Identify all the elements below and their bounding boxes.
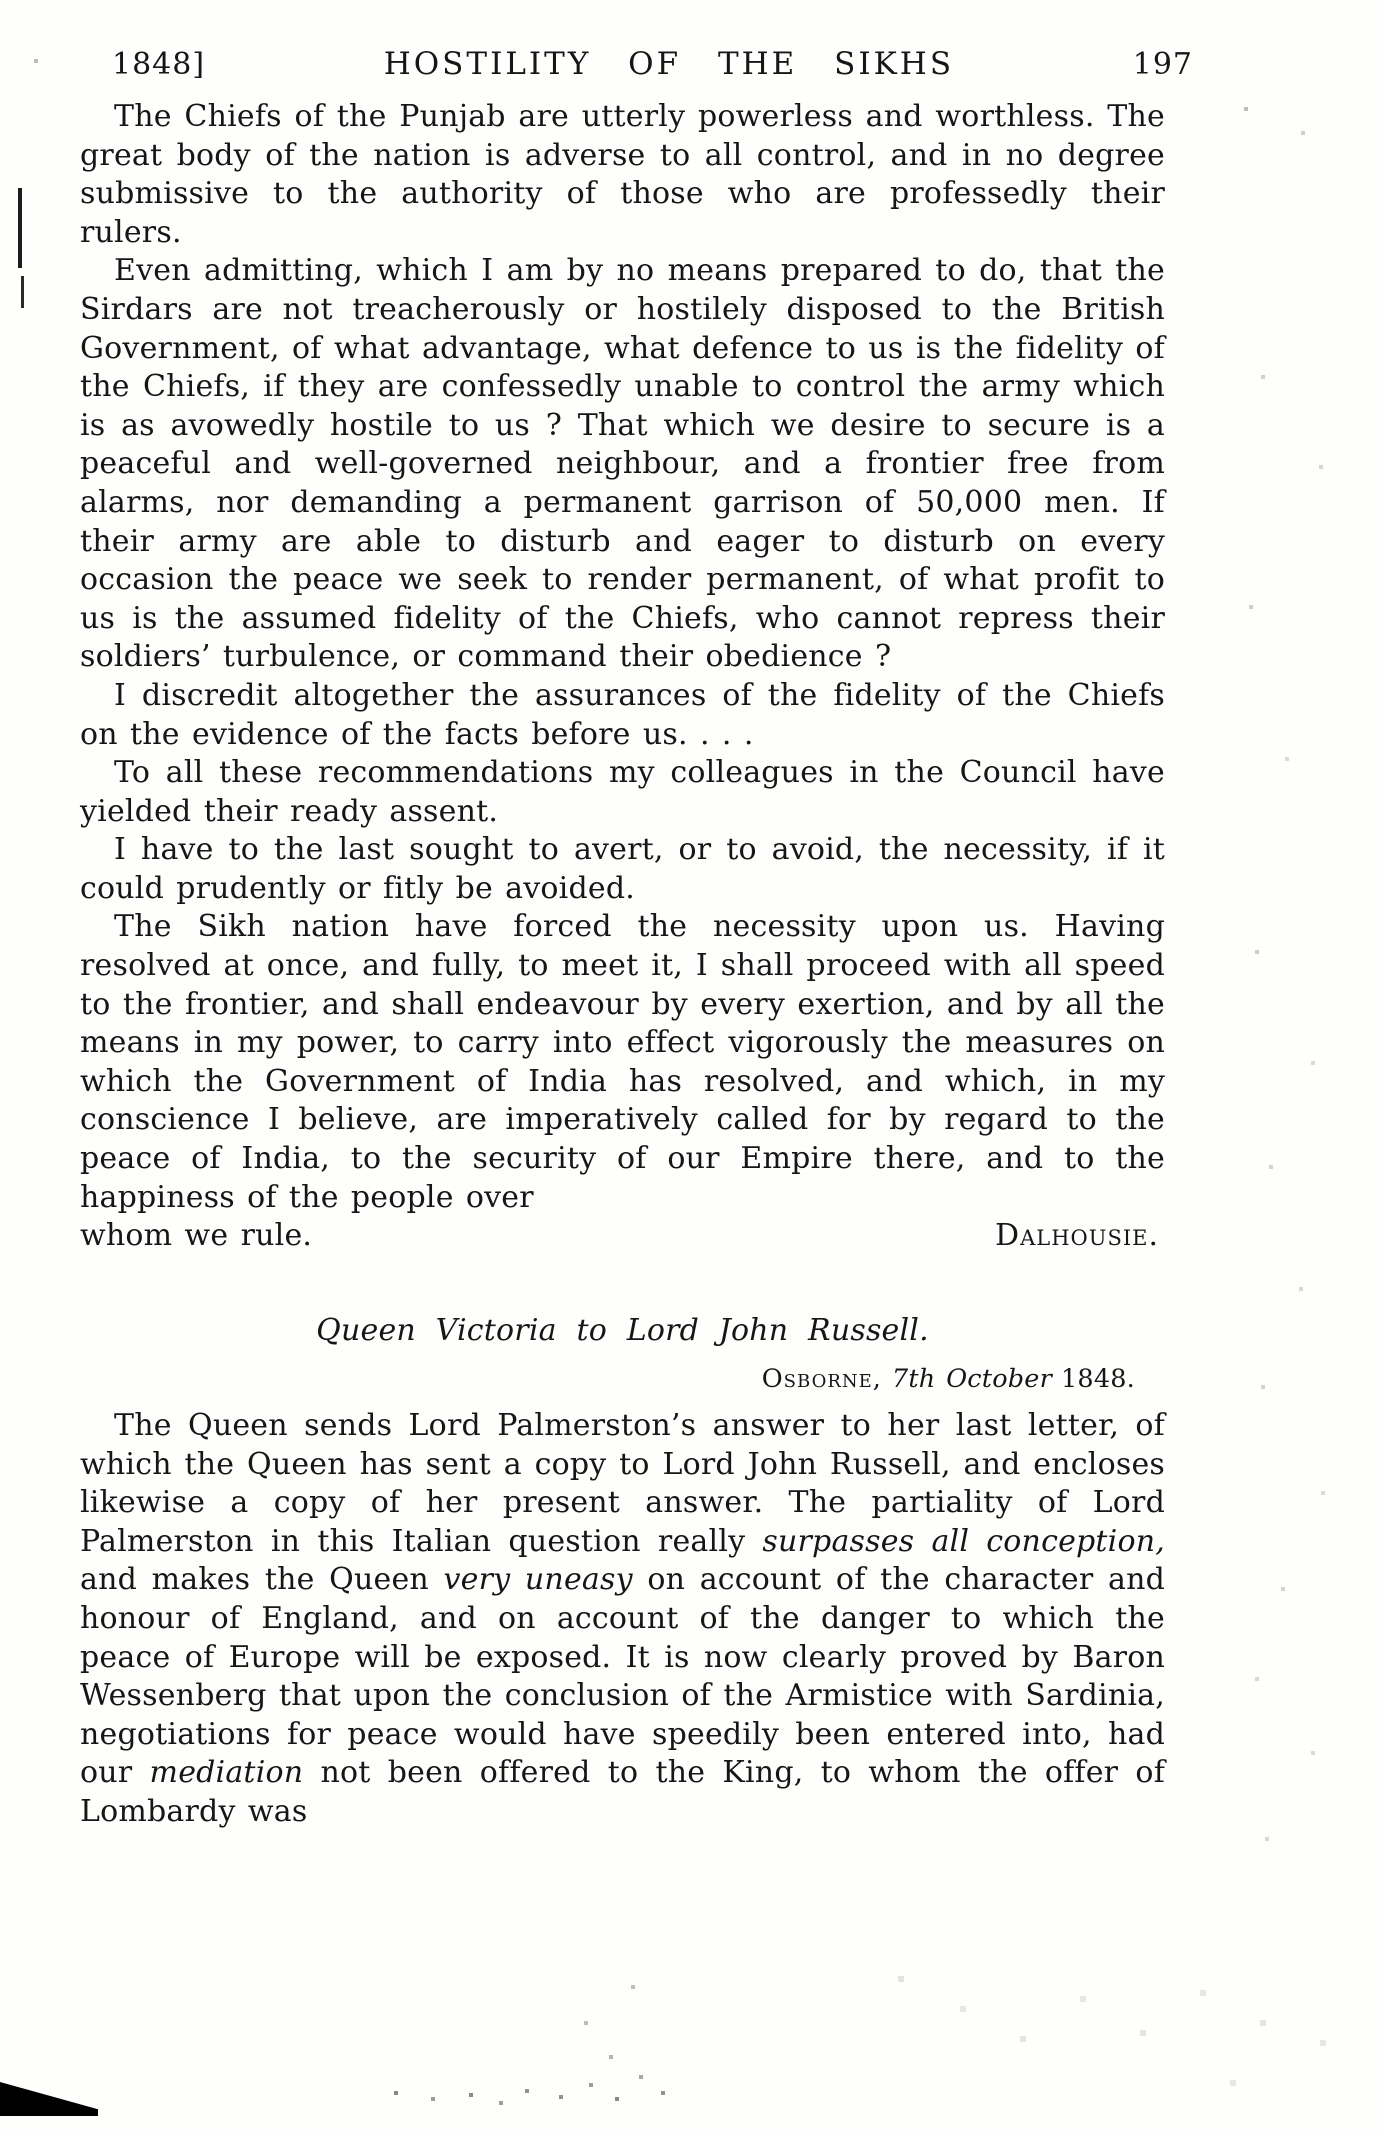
victoria-paragraph: The Queen sends Lord Palmerston’s answer to her last letter, of which the Queen has sent a copy to Lord John Russell, and encloses likewise a copy of her present answer. The partiality of Lord Palmerston in this Italian question really surpasses all conception, and makes the Queen very uneasy on account of the character and honour of England, and on account of the danger to which the peace of Europe will be exposed. It is now clearly proved by Baron Wessenberg that upon the conclusion of the Armistice with Sardinia, negotiations for peace would have speedily been entered into, had our mediation not been offered to the King, to whom the offer of Lombardy was bbox=[80, 1408, 1166, 1829]
left-margin-ink-mark-2 bbox=[21, 276, 24, 308]
letter-heading: Queen Victoria to Lord John Russell. bbox=[316, 1312, 929, 1348]
dateline-place: Osborne, bbox=[761, 1364, 882, 1395]
scanned-book-page bbox=[0, 46, 1383, 2130]
dalhousie-paragraph-4: To all these recommendations my colleagues in the Council have yielded their ready assent. bbox=[80, 755, 1165, 829]
header-year-bracket: 1848] bbox=[112, 47, 206, 82]
page-number: 197 bbox=[1132, 47, 1193, 82]
dateline-date: 7th October bbox=[891, 1364, 1052, 1395]
page-title: HOSTILITY OF THE SIKHS bbox=[383, 46, 955, 82]
bottom-left-scan-shadow bbox=[0, 2082, 98, 2116]
left-margin-ink-mark bbox=[18, 188, 22, 268]
dateline bbox=[80, 1360, 1135, 1399]
dalhousie-paragraph-5: I have to the last sought to avert, or to avoid, the necessity, if it could prudently or fitly be avoided. bbox=[80, 832, 1165, 906]
scan-speckles bbox=[0, 46, 2, 48]
text-column bbox=[80, 98, 1165, 1832]
dalhousie-paragraph-1: The Chiefs of the Punjab are utterly powerless and worthless. The great body of the nation is adverse to all control, and in no degree submissive to the authority of those who are professedly their rulers. bbox=[80, 99, 1165, 250]
dalhousie-paragraph-2: Even admitting, which I am by no means prepared to do, that the Sirdars are not treacherously or hostilely disposed to the British Government, of what advantage, what defence to us is the fidelity of the Chiefs, if they are confessedly unable to control the army which is as avowedly hostile to us ? That which we desire to secure is a peaceful and well-governed neighbour, and a frontier free from alarms, nor demanding a permanent garrison of 50,000 men. If their army are able to disturb and eager to disturb on every occasion the peace we seek to render permanent, of what profit to us is the assumed fidelity of the Chiefs, who cannot repress their soldiers’ turbulence, or command their obedience ? bbox=[80, 253, 1165, 675]
dalhousie-paragraph-6: The Sikh nation have forced the necessity upon us. Having resolved at once, and fully, to meet it, I shall proceed with all speed to the frontier, and shall endeavour by every exertion, and by all the means in my power, to carry into effect vigorously the measures on which the Government of India has resolved, and which, in my conscience I believe, are imperatively called for by regard to the peace of India, to the security of our Empire there, and to the happiness of the people over bbox=[80, 909, 1165, 1215]
dateline-year: 1848. bbox=[1060, 1364, 1135, 1395]
dalhousie-paragraph-3: I discredit altogether the assurances of the fidelity of the Chiefs on the evidence of the facts before us. . . . bbox=[80, 677, 1165, 752]
signature-dalhousie: Dalhousie. bbox=[995, 1218, 1159, 1254]
running-head bbox=[112, 46, 1193, 82]
signature-row bbox=[80, 1217, 1165, 1256]
closing-line: whom we rule. bbox=[80, 1218, 313, 1254]
